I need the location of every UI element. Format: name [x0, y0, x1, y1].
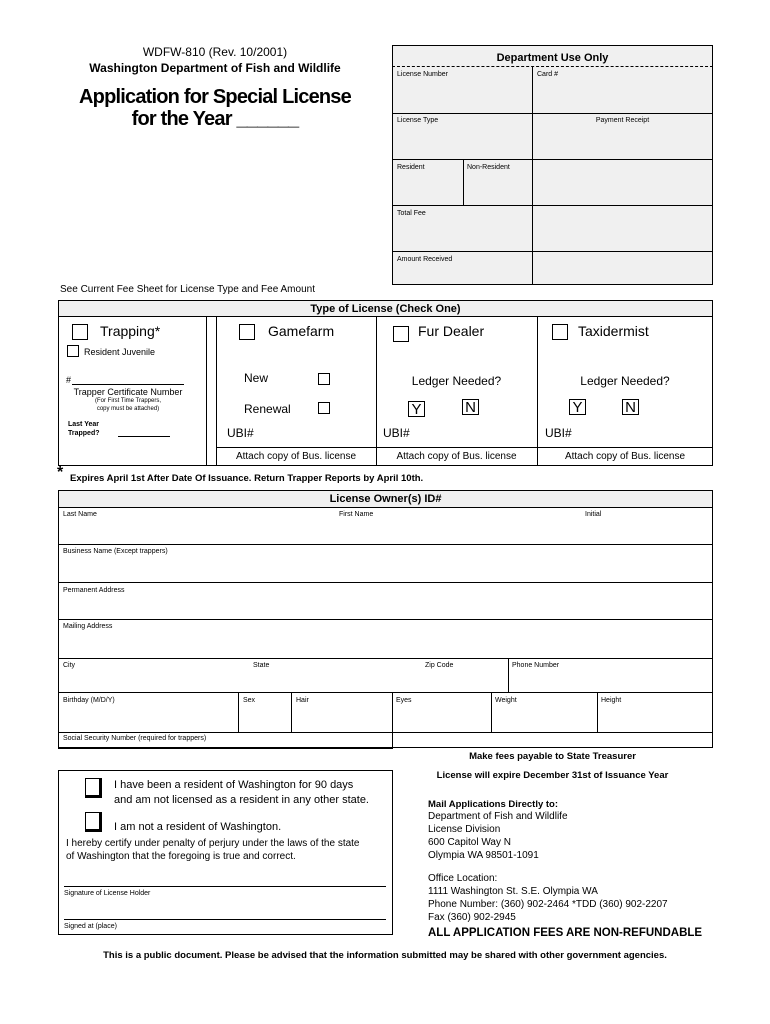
mailing-address-label: Mailing Address: [63, 623, 113, 630]
last-name-label: Last Name: [63, 511, 97, 518]
height-label: Height: [601, 697, 622, 704]
signature-label: Signature of License Holder: [64, 890, 151, 897]
signed-at-label: Signed at (place): [64, 923, 117, 930]
mail-line1: Department of Fish and Wildlife: [428, 811, 568, 822]
trapping-checkbox[interactable]: [72, 324, 88, 340]
office-line2: Phone Number: (360) 902-2464 *TDD (360) 902-2207: [428, 899, 668, 910]
mail-line3: 600 Capitol Way N: [428, 837, 511, 848]
gamefarm-attach: Attach copy of Bus. license: [235, 451, 357, 462]
gamefarm-label: Gamefarm: [268, 323, 335, 339]
trapper-cert-label: Trapper Certificate Number: [73, 387, 183, 397]
resident-90-days-line1: I have been a resident of Washington for 90 days: [114, 779, 354, 791]
resident-90-days-line2: and am not licensed as a resident in any other state.: [114, 794, 369, 806]
perjury-line2: of Washington that the foregoing is true and correct.: [66, 851, 296, 862]
dept-license-number: License Number: [397, 71, 448, 78]
fur-dealer-attach: Attach copy of Bus. license: [396, 451, 517, 462]
hair-label: Hair: [296, 697, 309, 704]
dept-use-title: Department Use Only: [496, 52, 609, 64]
taxidermist-checkbox[interactable]: [552, 324, 568, 340]
state-label: State: [253, 662, 270, 669]
form-title-year: for the Year ______: [131, 108, 299, 130]
mail-line2: License Division: [428, 824, 501, 835]
dept-amount-received: Amount Received: [397, 256, 453, 263]
new-checkbox[interactable]: [318, 373, 330, 385]
expires-note: Expires April 1st After Date Of Issuance. Return Trapper Reports by April 10th.: [70, 473, 424, 484]
trapper-cert-hash: #: [66, 375, 72, 385]
agency-name: Washington Department of Fish and Wildlife: [89, 61, 341, 75]
resident-juvenile-label: Resident Juvenile: [84, 347, 156, 357]
city-label: City: [63, 662, 76, 669]
gamefarm-checkbox[interactable]: [239, 324, 255, 340]
taxidermist-attach: Attach copy of Bus. license: [564, 451, 686, 462]
initial-label: Initial: [585, 511, 602, 518]
resident-90-days-checkbox[interactable]: [85, 778, 102, 798]
dept-license-type: License Type: [397, 117, 439, 124]
name-field[interactable]: [59, 520, 712, 543]
fee-sheet-note: See Current Fee Sheet for License Type and Fee Amount: [60, 284, 315, 295]
mailing-address-field[interactable]: [59, 632, 712, 657]
dept-payment-receipt: Payment Receipt: [595, 117, 650, 124]
nonrefundable-note: ALL APPLICATION FEES ARE NON-REFUNDABLE: [428, 927, 703, 939]
dept-total-fee: Total Fee: [397, 210, 426, 217]
dept-use-box: [392, 45, 713, 285]
office-title: Office Location:: [428, 873, 498, 884]
trapper-cert-field[interactable]: [72, 384, 184, 385]
business-name-field[interactable]: [59, 557, 712, 581]
fur-dealer-ledger-no[interactable]: N: [462, 399, 479, 415]
renewal-label: Renewal: [244, 402, 291, 416]
payable-note: Make fees payable to State Treasurer: [469, 751, 636, 762]
license-type-title: Type of License (Check One): [59, 301, 712, 317]
owner-title: License Owner(s) ID#: [59, 491, 712, 508]
fur-dealer-ledger: Ledger Needed?: [411, 374, 502, 388]
resident-juvenile-checkbox[interactable]: [67, 345, 79, 357]
not-resident-label: I am not a resident of Washington.: [114, 821, 282, 833]
taxidermist-ledger-yes[interactable]: Y: [569, 399, 586, 415]
business-name-label: Business Name (Except trappers): [63, 548, 168, 555]
mail-line4: Olympia WA 98501-1091: [428, 850, 539, 861]
fur-dealer-ledger-yes[interactable]: Y: [408, 401, 425, 417]
phone-label: Phone Number: [512, 662, 560, 669]
expire-note: License will expire December 31st of Issuance Year: [436, 770, 669, 781]
taxidermist-ledger: Ledger Needed?: [580, 374, 670, 388]
taxidermist-ledger-no[interactable]: N: [622, 399, 639, 415]
dept-non-resident: Non-Resident: [467, 164, 510, 171]
dept-resident: Resident: [397, 164, 425, 171]
permanent-address-label: Permanent Address: [63, 587, 125, 594]
signature-field[interactable]: [64, 886, 386, 887]
fur-dealer-ubi: UBI#: [383, 426, 410, 440]
first-time-note-2: copy must be attached): [96, 406, 160, 412]
form-title: Application for Special License: [79, 86, 351, 108]
signed-at-field[interactable]: [64, 919, 386, 920]
office-line1: 1111 Washington St. S.E. Olympia WA: [428, 886, 598, 897]
taxidermist-label: Taxidermist: [578, 323, 649, 339]
permanent-address-field[interactable]: [59, 596, 712, 618]
dept-card: Card #: [537, 71, 559, 78]
birthday-label: Birthday (M/D/Y): [63, 697, 115, 704]
last-year-field[interactable]: [118, 436, 170, 437]
taxidermist-ubi: UBI#: [545, 426, 572, 440]
gamefarm-ubi: UBI#: [227, 426, 254, 440]
fur-dealer-checkbox[interactable]: [393, 326, 409, 342]
last-year-label-1: Last Year: [68, 421, 100, 428]
new-label: New: [244, 371, 269, 385]
expires-asterisk: *: [57, 464, 64, 481]
sex-label: Sex: [243, 697, 256, 704]
eyes-label: Eyes: [396, 697, 412, 704]
trapping-label: Trapping*: [100, 323, 161, 339]
weight-label: Weight: [495, 697, 517, 704]
last-year-label-2: Trapped?: [68, 430, 100, 437]
public-document-footer: This is a public document. Please be advised that the information submitted may be shared with other government agencies.: [103, 950, 667, 961]
perjury-line1: I hereby certify under penalty of perjury under the laws of the state: [66, 838, 360, 849]
form-code: WDFW-810 (Rev. 10/2001): [142, 45, 288, 59]
fur-dealer-label: Fur Dealer: [418, 323, 485, 339]
mail-title: Mail Applications Directly to:: [428, 799, 559, 810]
office-line3: Fax (360) 902-2945: [428, 912, 516, 923]
not-resident-checkbox[interactable]: [85, 812, 102, 832]
zip-label: Zip Code: [425, 662, 454, 669]
renewal-checkbox[interactable]: [318, 402, 330, 414]
ssn-label: Social Security Number (required for trappers): [63, 735, 207, 742]
first-name-label: First Name: [339, 511, 374, 518]
first-time-note-1: (For First Time Trappers,: [94, 398, 161, 404]
